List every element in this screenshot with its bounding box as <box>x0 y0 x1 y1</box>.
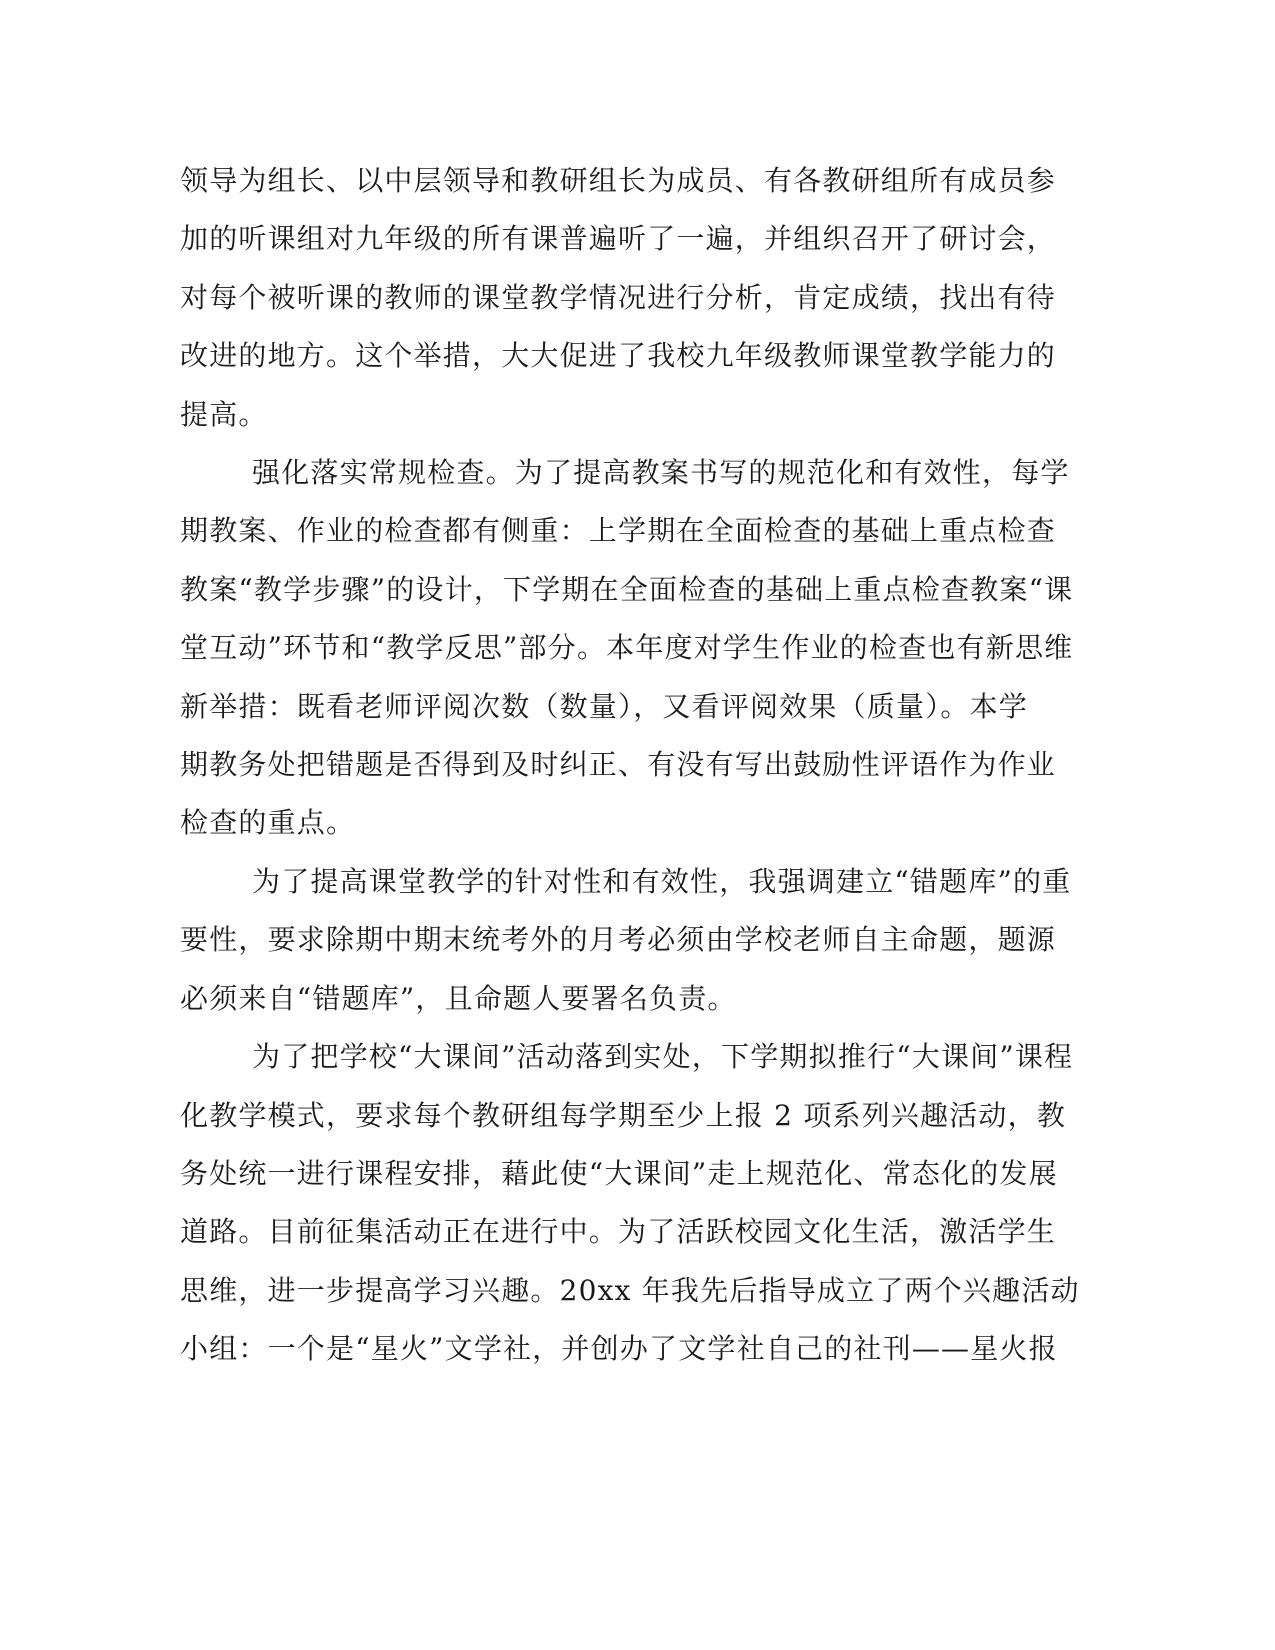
text-line: 道路。目前征集活动正在进行中。为了活跃校园文化生活，激活学生 <box>180 1215 1057 1249</box>
text-line: 期教案、作业的检查都有侧重：上学期在全面检查的基础上重点检查 <box>180 514 1057 548</box>
text-line: 改进的地方。这个举措，大大促进了我校九年级教师课堂教学能力的 <box>180 339 1057 373</box>
text-line: 期教务处把错题是否得到及时纠正、有没有写出鼓励性评语作为作业 <box>180 748 1057 782</box>
text-line: 化教学模式，要求每个教研组每学期至少上报 2 项系列兴趣活动，教 <box>180 1098 1067 1132</box>
text-line <box>180 853 1072 911</box>
text-line: 务处统一进行课程安排，藉此使“大课间”走上规范化、常态化的发展 <box>180 1156 1058 1190</box>
text-line <box>180 444 1070 502</box>
text-line-content: 强化落实常规检查。为了提高教案书写的规范化和有效性，每学 <box>252 456 1070 490</box>
text-line-content: 为了把学校“大课间”活动落到实处，下学期拟推行“大课间”课程 <box>252 1040 1074 1074</box>
text-line: 检查的重点。 <box>180 806 356 840</box>
text-line: 新举措：既看老师评阅次数（数量），又看评阅效果（质量）。本学 <box>180 689 1029 723</box>
text-line-content: 为了提高课堂教学的针对性和有效性，我强调建立“错题库”的重 <box>252 864 1072 898</box>
text-line: 对每个被听课的教师的课堂教学情况进行分析，肯定成绩，找出有待 <box>180 280 1057 314</box>
document-body <box>180 152 1080 1379</box>
text-line: 小组：一个是“星火”文学社，并创办了文学社自己的社刊——星火报 <box>180 1332 1058 1366</box>
text-line: 必须来自“错题库”，且命题人要署名负责。 <box>180 981 737 1015</box>
text-line: 提高。 <box>180 397 268 431</box>
text-line: 思维，进一步提高学习兴趣。20xx 年我先后指导成立了两个兴趣活动 <box>180 1273 1080 1307</box>
text-line: 加的听课组对九年级的所有课普遍听了一遍，并组织召开了研讨会， <box>180 222 1057 256</box>
text-line <box>180 1028 1074 1086</box>
paragraph-routine-inspection <box>180 444 1074 853</box>
text-line: 领导为组长、以中层领导和教研组长为成员、有各教研组所有成员参 <box>180 164 1057 197</box>
text-line: 教案“教学步骤”的设计，下学期在全面检查的基础上重点检查教案“课 <box>180 572 1074 606</box>
paragraph-lecture-group <box>180 152 1057 444</box>
paragraph-error-bank <box>180 853 1072 1028</box>
text-line: 要性，要求除期中期末统考外的月考必须由学校老师自主命题，题源 <box>180 923 1057 957</box>
text-line: 堂互动”环节和“教学反思”部分。本年度对学生作业的检查也有新思维 <box>180 631 1074 665</box>
paragraph-big-break-activities <box>180 1028 1080 1378</box>
